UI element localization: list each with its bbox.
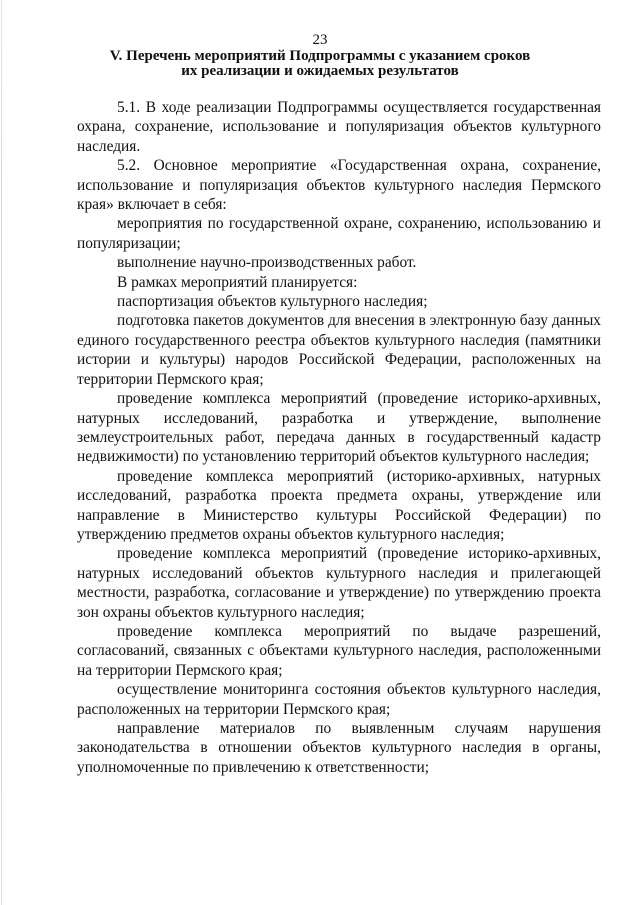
paragraph-item: направление материалов по выявленным случаям нарушения законодательства в отношении объектов культурного наследия в органы, уполномоченные по привлечению к ответственности; — [77, 720, 601, 776]
paragraph-item: выполнение научно-производственных работ. — [117, 254, 417, 272]
section-heading-line-2: их реализации и ожидаемых результатов — [181, 63, 459, 79]
paragraph-item: паспортизация объектов культурного наследия; — [117, 293, 428, 311]
section-heading-line-1: V. Перечень мероприятий Подпрограммы с указанием сроков — [109, 48, 531, 64]
paragraph-item: проведение комплекса мероприятий (проведение историко-архивных, натурных исследований, разработка и утверждение, выполнение землеустроительных работ, передача данных в государственный кадастр недвижимости) по установлению территорий объектов культурного наследия; — [77, 390, 601, 466]
paragraph-item: проведение комплекса мероприятий (проведение историко-архивных, натурных исследований объектов культурного наследия и прилегающей местности, разработка, согласование и утверждение) по утверждению проекта зон охраны объектов культурного наследия; — [77, 545, 601, 621]
page-number: 23 — [312, 32, 328, 48]
paragraph-item: проведение комплекса мероприятий (историко-архивных, натурных исследований, разработка проекта предмета охраны, утверждение или направление в Министерство культуры Российской Федерации) по утверждению предметов охраны объектов культурного наследия; — [77, 467, 601, 543]
paragraph-item: В рамках мероприятий планируется: — [117, 273, 358, 291]
paragraph-item: проведение комплекса мероприятий по выдаче разрешений, согласований, связанных с объектами культурного наследия, расположенными на территории Пермского края; — [77, 622, 601, 679]
body-text — [77, 98, 601, 777]
paragraph-item: подготовка пакетов документов для внесения в электронную базу данных единого государственного реестра объектов культурного наследия (памятники истории и культуры) народов Российской Федерации, расположенных на территории Пермского края; — [77, 312, 601, 388]
paragraph-5-1: 5.1. В ходе реализации Подпрограммы осуществляется государственная охрана, сохранение, использование и популяризация объектов культурного наследия. — [77, 99, 601, 155]
paragraph-item: мероприятия по государственной охране, сохранению, использованию и популяризации; — [77, 215, 601, 252]
section-heading — [60, 49, 580, 79]
scan-edge-line — [1, 0, 2, 905]
paragraph-5-2: 5.2. Основное мероприятие «Государственная охрана, сохранение, использование и популяризация объектов культурного наследия Пермского края» включает в себя: — [77, 157, 601, 214]
paragraph-item: осуществление мониторинга состояния объектов культурного наследия, расположенных на территории Пермского края; — [77, 681, 601, 718]
